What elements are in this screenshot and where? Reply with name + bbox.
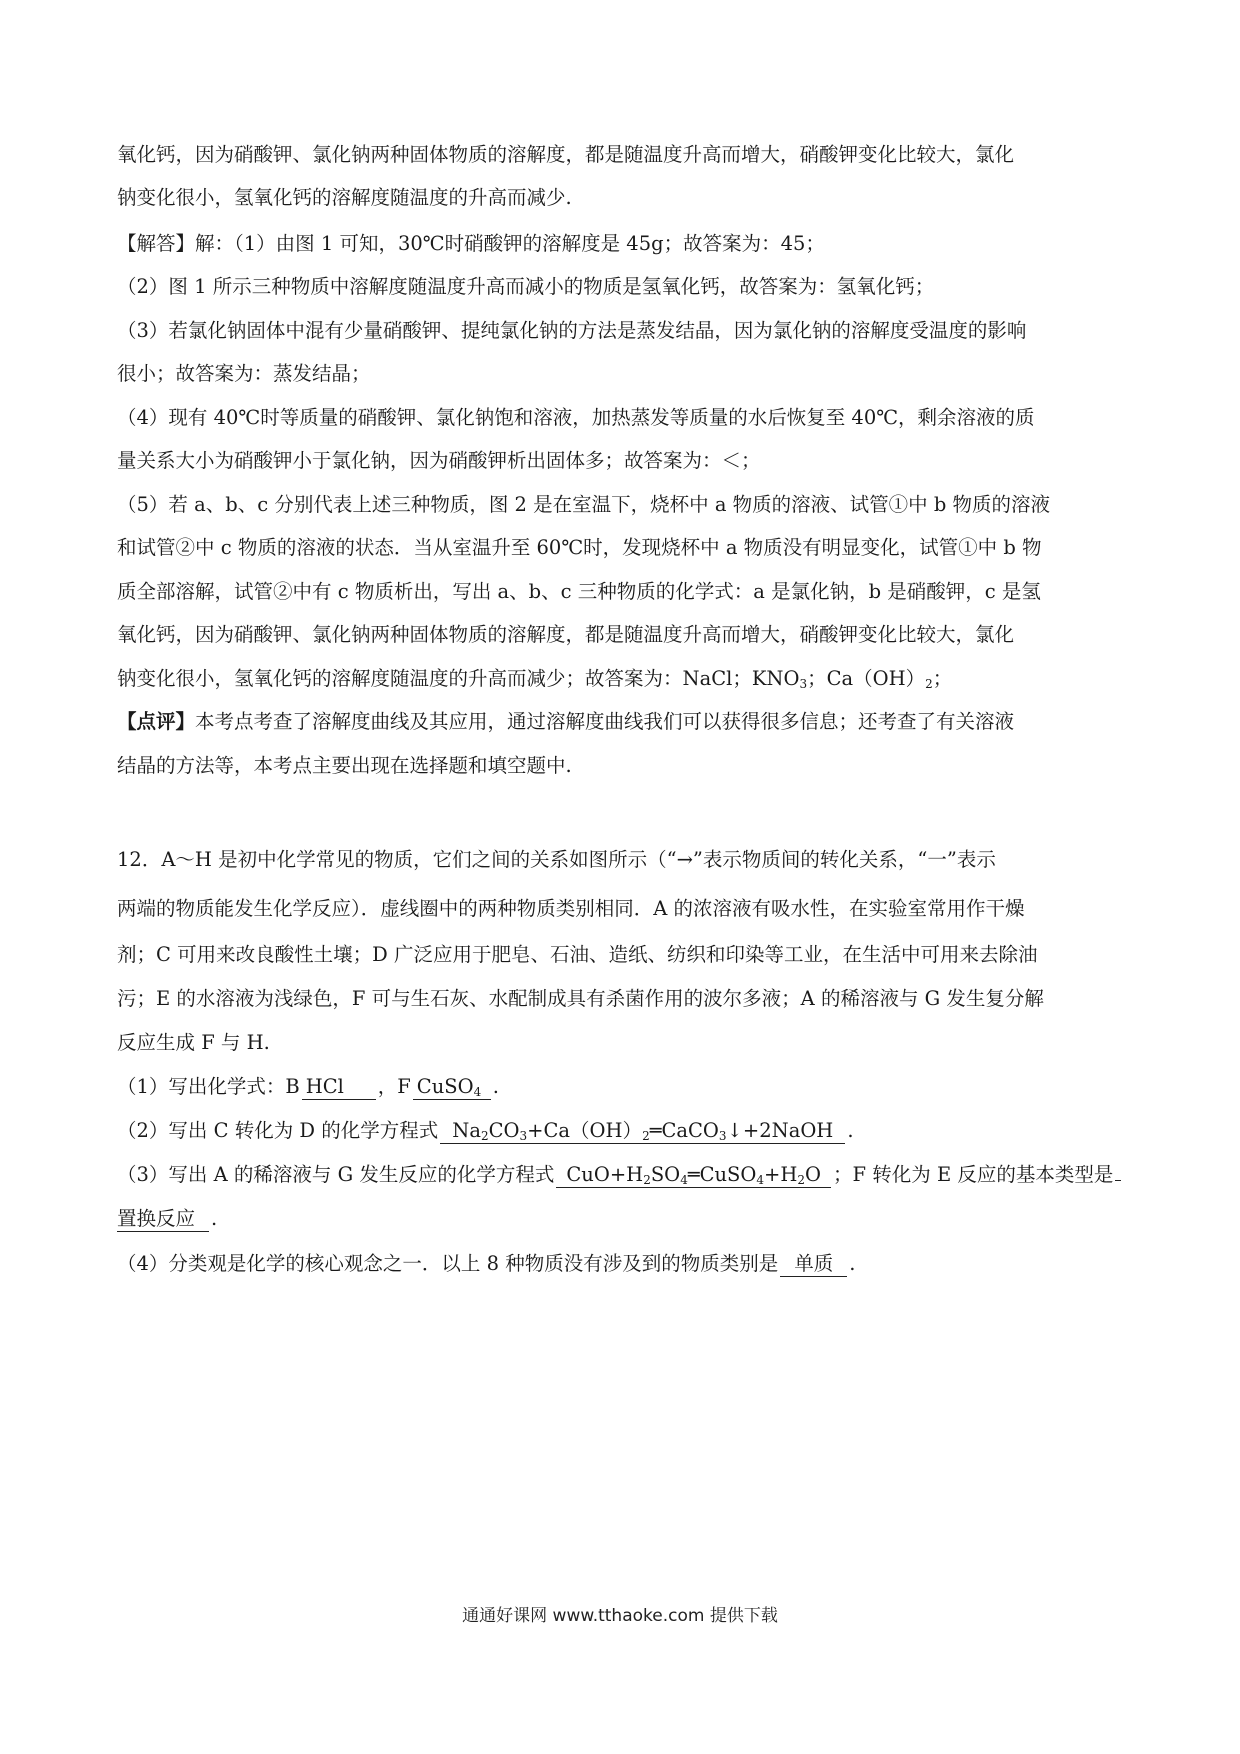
answer-blank-f [413, 1075, 491, 1100]
subscript: 2 [925, 677, 933, 691]
answer-text: +Ca（OH） [527, 1119, 643, 1142]
text-span: 钠变化很小，氢氧化钙的溶解度随温度的升高而减少；故答案为：NaCl；KNO [117, 667, 800, 690]
text-span: （1）写出化学式：B [117, 1075, 300, 1098]
answer-line: 【解答】解：（1）由图 1 可知，30℃时硝酸钾的溶解度是 45g；故答案为：45； [117, 232, 825, 255]
comment-tag: 【点评】 [117, 710, 196, 733]
text-span: ； [932, 667, 953, 690]
question-line: 两端的物质能发生化学反应）．虚线圈中的两种物质类别相同．A 的浓溶液有吸水性，在实验室常用作干燥 [117, 897, 1025, 920]
answer-text: 置换反应 [117, 1207, 196, 1230]
subscript: 4 [473, 1085, 482, 1099]
answer-text: +H [764, 1163, 798, 1186]
answer-blank-b [302, 1075, 376, 1100]
answer-text: CuSO [416, 1075, 474, 1098]
comment-line: 结晶的方法等，本考点主要出现在选择题和填空题中. [117, 754, 572, 777]
paragraph-line: 钠变化很小，氢氧化钙的溶解度随温度的升高而减少. [117, 186, 572, 209]
page-footer: 通通好课网 www.tthaoke.com 提供下载 [462, 1606, 778, 1626]
text-span: ，F [377, 1075, 411, 1098]
comment-line [117, 708, 1117, 736]
subscript: 2 [797, 1173, 806, 1187]
answer-line: 和试管②中 c 物质的溶液的状态．当从室温升至 60℃时，发现烧杯中 a 物质没有明显变化，试管①中 b 物 [117, 536, 1042, 559]
subscript: 2 [643, 1173, 651, 1187]
answer-text: HCl [305, 1075, 344, 1098]
sub-question-3-cont [117, 1205, 1117, 1233]
answer-line: （2）图 1 所示三种物质中溶解度随温度升高而减小的物质是氢氧化钙，故答案为：氢氧化钙； [117, 275, 935, 298]
subscript: 2 [480, 1129, 489, 1143]
answer-blank-equation [556, 1163, 831, 1188]
subscript: 3 [519, 1129, 528, 1143]
text-span: . [847, 1119, 854, 1142]
text-span: （4）分类观是化学的核心观念之一．以上 8 种物质没有涉及到的物质类别是 [117, 1252, 779, 1275]
answer-line: （4）现有 40℃时等质量的硝酸钾、氯化钠饱和溶液，加热蒸发等质量的水后恢复至 40℃，剩余溶液的质 [117, 406, 1035, 429]
question-line: 12．A～H 是初中化学常见的物质，它们之间的关系如图所示（“→”表示物质间的转化关系，“一”表示 [117, 848, 996, 871]
answer-line: 量关系大小为硝酸钾小于氯化钠，因为硝酸钾析出固体多；故答案为：＜； [117, 449, 761, 472]
answer-text: CuO+H [566, 1163, 644, 1186]
answer-text: SO [650, 1163, 681, 1186]
subscript: 4 [680, 1173, 688, 1187]
sub-question-3 [117, 1161, 1117, 1189]
answer-line: 很小；故答案为：蒸发结晶； [117, 362, 371, 385]
question-line: 剂；C 可用来改良酸性土壤；D 广泛应用于肥皂、石油、造纸、纺织和印染等工业，在生活中可用来去除油 [117, 943, 1038, 966]
paragraph-line: 氧化钙，因为硝酸钾、氯化钠两种固体物质的溶解度，都是随温度升高而增大，硝酸钾变化比较大，氯化 [117, 143, 1015, 166]
text-span: （2）写出 C 转化为 D 的化学方程式 [117, 1119, 439, 1142]
text-span: （3）写出 A 的稀溶液与 G 发生反应的化学方程式 [117, 1163, 555, 1186]
answer-line: （3）若氯化钠固体中混有少量硝酸钾、提纯氯化钠的方法是蒸发结晶，因为氯化钠的溶解度受温度的影响 [117, 319, 1027, 342]
answer-text: CO [488, 1119, 520, 1142]
answer-blank-category [780, 1252, 847, 1277]
sub-question-1 [117, 1073, 1117, 1101]
answer-text: ═CuSO [687, 1163, 757, 1186]
subscript: 4 [756, 1173, 765, 1187]
answer-text: ↓+2NaOH [726, 1119, 834, 1142]
answer-text: Na [452, 1119, 481, 1142]
answer-blank-start [1115, 1180, 1121, 1181]
text-span: . [492, 1075, 499, 1098]
text-span: . [849, 1252, 856, 1275]
answer-line: （5）若 a、b、c 分别代表上述三种物质，图 2 是在室温下，烧杯中 a 物质的溶液、试管①中 b 物质的溶液 [117, 493, 1051, 516]
subscript: 3 [799, 677, 808, 691]
answer-line: 质全部溶解，试管②中有 c 物质析出，写出 a、b、c 三种物质的化学式：a 是氯化钠，b 是硝酸钾，c 是氢 [117, 580, 1041, 603]
answer-blank-equation [440, 1119, 845, 1144]
answer-text: O [805, 1163, 822, 1186]
answer-line [117, 665, 1117, 693]
answer-text: ═CaCO [649, 1119, 719, 1142]
text-span: ；Ca（OH） [807, 667, 926, 690]
subscript: 3 [718, 1129, 727, 1143]
answer-line: 氧化钙，因为硝酸钾、氯化钠两种固体物质的溶解度，都是随温度升高而增大，硝酸钾变化比较大，氯化 [117, 623, 1015, 646]
sub-question-2 [117, 1117, 1117, 1145]
text-span: ；F 转化为 E 反应的基本类型是 [833, 1163, 1114, 1186]
subscript: 2 [642, 1129, 650, 1143]
sub-question-4 [117, 1250, 1117, 1278]
answer-blank-reaction-type [117, 1207, 209, 1232]
text-span: 本考点考查了溶解度曲线及其应用，通过溶解度曲线我们可以获得很多信息；还考查了有关溶液 [195, 710, 1015, 733]
question-line: 反应生成 F 与 H. [117, 1031, 270, 1054]
text-span: . [211, 1207, 218, 1230]
answer-text: 单质 [794, 1252, 834, 1275]
question-line: 污；E 的水溶液为浅绿色，F 可与生石灰、水配制成具有杀菌作用的波尔多液；A 的稀溶液与 G 发生复分解 [117, 987, 1044, 1010]
